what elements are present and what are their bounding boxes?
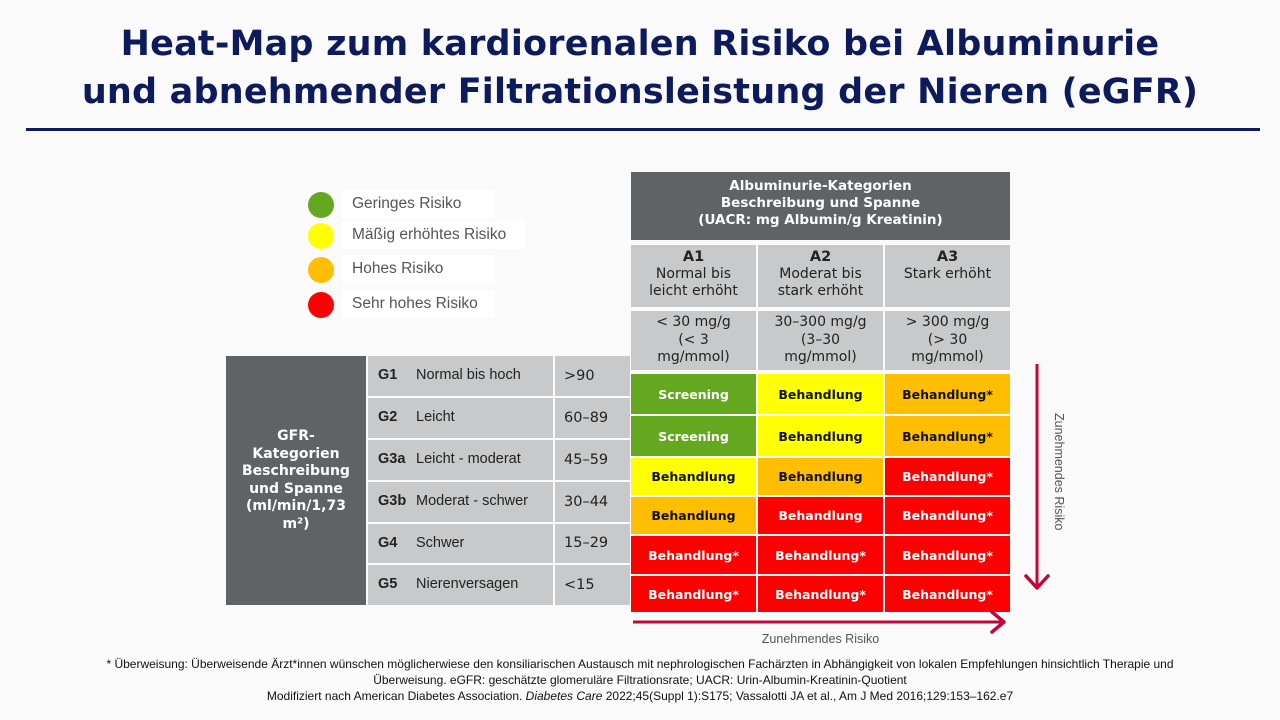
heat-cell-g3a-a3: Behandlung* [885,458,1010,495]
category-desc: stark erhöht [777,283,864,299]
gfr-header-line: Kategorien [252,445,340,462]
gfr-code: G1 [378,367,398,383]
gfr-header-line: und Spanne [249,480,343,497]
gfr-range-g3b: 30–44 [555,482,630,522]
range-line: mg/mmol) [911,349,984,365]
gfr-description: Moderat - schwer [416,493,529,509]
range-line: mg/mmol) [784,349,857,365]
heat-cell-g5-a2: Behandlung* [758,576,883,612]
gfr-description: Leicht - moderat [416,451,521,467]
range-line: > 300 mg/g [905,314,990,330]
gfr-code: G4 [378,534,398,551]
footnote [40,656,1240,704]
heat-cell-g5-a1: Behandlung* [631,576,756,612]
gfr-description: Leicht [416,409,455,425]
albuminuria-header-line: (UACR: mg Albumin/g Kreatinin) [698,212,943,228]
category-code: A3 [936,249,959,265]
category-code: A2 [809,249,832,265]
range-line: < 30 mg/g [656,314,731,330]
gfr-range-g5: <15 [555,565,630,605]
legend-label: Geringes Risiko [342,190,495,218]
category-desc: Normal bis [655,266,732,282]
range-line: (> 30 [927,331,968,348]
gfr-description: Nierenversagen [416,576,519,592]
citation-text: 2022;45(Suppl 1):S175; Vassalotti JA et al., Am J Med 2016;129:153–162.e7 [602,689,1014,703]
heat-cell-g2-a1: Screening [631,416,756,456]
citation-journal: Diabetes Care [525,689,603,703]
heat-cell-g3b-a1: Behandlung [631,497,756,534]
legend-label: Mäßig erhöhtes Risiko [342,221,525,249]
gfr-description: Normal bis hoch [416,367,521,383]
range-line: mg/mmol) [657,349,730,365]
gfr-header-line: m²) [282,515,310,532]
heat-cell-g3b-a3: Behandlung* [885,497,1010,534]
heat-cell-g4-a2: Behandlung* [758,536,883,574]
category-desc: Moderat bis [779,266,862,282]
title-line-1: Heat-Map zum kardiorenalen Risiko bei Albuminurie [120,24,1160,64]
heat-cell-g1-a3: Behandlung* [885,374,1010,414]
arrow-down-icon [1026,364,1048,588]
citation-text: Modifiziert nach American Diabetes Association. [266,689,526,703]
albuminuria-header-line: Beschreibung und Spanne [720,195,921,211]
gfr-range-g3a: 45–59 [555,440,630,480]
gfr-header-line: Beschreibung [242,463,350,479]
heat-cell-g4-a3: Behandlung* [885,536,1010,574]
heat-cell-g3b-a2: Behandlung [758,497,883,534]
heat-cell-g5-a3: Behandlung* [885,576,1010,612]
arrow-right-icon [633,612,1004,632]
heat-cell-g4-a1: Behandlung* [631,536,756,574]
gfr-description: Schwer [416,534,465,551]
title-line-2: und abnehmender Filtrationsleistung der Nieren (eGFR) [81,72,1199,112]
heat-cell-g2-a2: Behandlung [758,416,883,456]
gfr-range-g4: 15–29 [555,524,630,563]
gfr-code: G2 [378,409,398,425]
heat-cell-g3a-a1: Behandlung [631,458,756,495]
gfr-range-g2: 60–89 [555,398,630,438]
legend-label: Hohes Risiko [342,255,495,283]
range-line: (< 3 [678,331,709,348]
category-code: A1 [682,249,705,265]
albuminuria-header-line: Albuminurie-Kategorien [729,178,912,194]
heat-cell-g1-a1: Screening [631,374,756,414]
heat-cell-g2-a3: Behandlung* [885,416,1010,456]
range-line: 30–300 mg/g [774,314,867,330]
footnote-line: Überweisung. eGFR: geschätzte glomeruläre Filtrationsrate; UACR: Urin-Albumin-Kreatinin-Quotient [373,673,907,687]
heat-cell-g1-a2: Behandlung [758,374,883,414]
range-line: (3–30 [800,331,841,348]
category-desc: Stark erhöht [903,266,992,282]
legend-label: Sehr hohes Risiko [342,290,495,318]
footnote-citation [40,688,1240,704]
category-desc: leicht erhöht [649,283,738,299]
gfr-header-line: (ml/min/1,73 [246,498,346,514]
gfr-header-line: GFR- [277,428,315,444]
risk-axis-label-vertical: Zunehmendes Risiko [1052,413,1066,531]
gfr-code: G5 [378,576,398,592]
footnote-line: * Überweisung: Überweisende Ärzt*innen wünschen möglicherwiese den konsiliarischen Austausch mit nephrologischen Fachärzten in Abhängigkeit von lokalen Empfehlungen hinsichtlich Therapie und [106,657,1174,671]
gfr-code: G3a [378,451,406,467]
heat-cell-g3a-a2: Behandlung [758,458,883,495]
risk-axis-label-horizontal: Zunehmendes Risiko [761,632,880,646]
gfr-code: G3b [378,493,407,509]
gfr-range-g1: >90 [555,356,630,396]
